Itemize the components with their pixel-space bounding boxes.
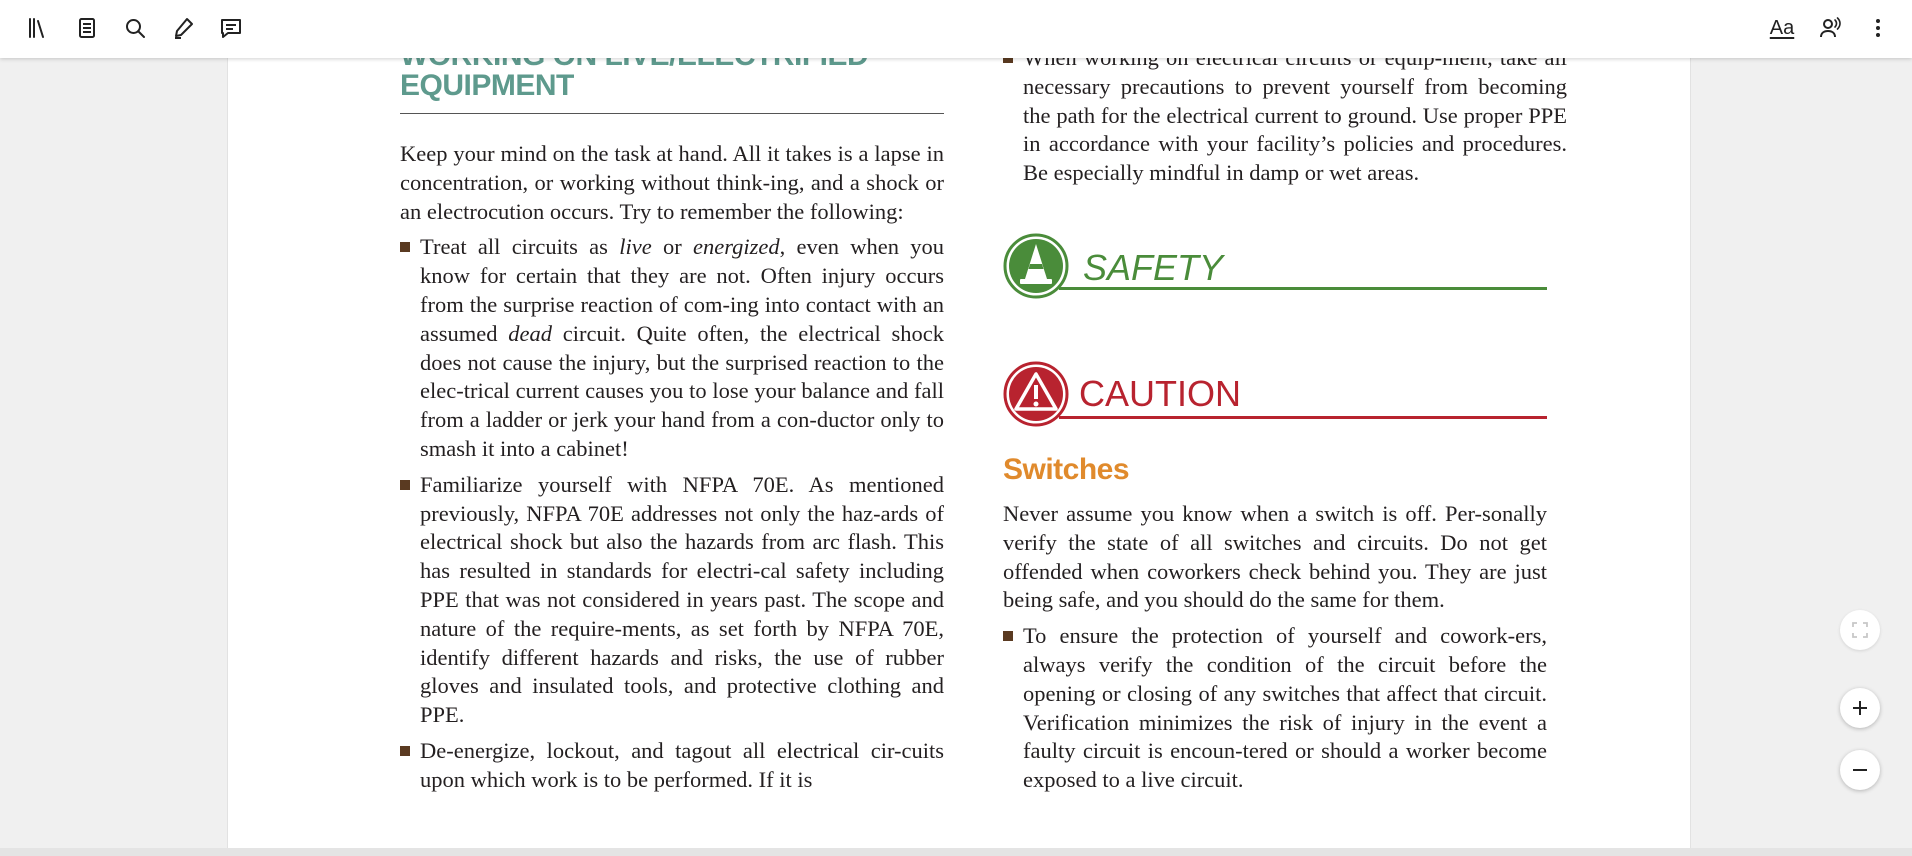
text-run: , even when you know for certain that they are not. Often injury occurs from the surprise reaction of com-ing into contact with an assumed (420, 234, 944, 346)
table-of-contents-icon (75, 16, 99, 40)
zoom-out-icon (1850, 760, 1870, 780)
read-aloud-button[interactable] (1812, 10, 1848, 46)
bullet-verify-circuit: To ensure the protection of yourself and cowork-ers, always verify the condition of the circuit before the opening or closing of any switches that affect that circuit. Verification minimizes the risk of injury in the event a faulty circuit is encoun-tered or should a worker become exposed to a live circuit. (1003, 622, 1547, 795)
notes-icon (219, 16, 243, 40)
bullet-electrical-path: necessary precautions to prevent yourself from becoming the path for the electrical current to ground. Use proper PPE in accordance with your facility’s policies and procedures. Be especially mindful in damp or wet areas. (1003, 44, 1567, 188)
search-button[interactable] (117, 10, 153, 46)
bullet-nfpa-70e: Familiarize yourself with NFPA 70E. As mentioned previously, NFPA 70E addresses not only the haz-ards of electrical shock but also the hazards from arc flash. This has resulted in standards for electri-cal safety including PPE that was not considered in years past. The scope and nature of the require-ments, as set forth by NFPA 70E, identify different hazards and risks, the use of rubber gloves and insulated tools, and protective clothing and PPE. (400, 471, 944, 730)
bottom-edge (0, 848, 1912, 856)
text-run: Treat all circuits as (420, 234, 620, 260)
text-run: circuit. Quite often, the electrical shock does not cause the injury, but the surprised reaction to the elec-trical current causes you to lose your balance and fall from a ladder or jerk your hand from a con-ductor only to smash it into a cabinet! (420, 320, 944, 461)
caution-callout (1003, 361, 1547, 425)
font-settings-button[interactable]: Aa (1769, 16, 1795, 39)
read-aloud-icon (1818, 16, 1842, 40)
safety-label: SAFETY (1083, 247, 1224, 288)
more-options-icon (1866, 16, 1890, 40)
caution-label: CAUTION (1079, 373, 1241, 414)
more-options-button[interactable] (1860, 10, 1896, 46)
heading-rule (400, 113, 944, 114)
book-page (227, 58, 1691, 848)
intro-paragraph: Keep your mind on the task at hand. All it takes is a lapse in concentration, or working without think-ing, and a shock or an electrocution occurs. Try to remember the following: (400, 141, 944, 224)
italic-run: live (619, 234, 652, 260)
reader-toolbar (0, 0, 1912, 58)
fullscreen-icon (1850, 620, 1870, 640)
fullscreen-button[interactable] (1840, 610, 1880, 650)
bullet-treat-circuits-live (400, 233, 944, 463)
italic-run: dead (508, 320, 553, 346)
text-run: or (651, 234, 693, 260)
safety-callout (1003, 233, 1547, 297)
notes-button[interactable] (213, 10, 249, 46)
highlighter-icon (171, 16, 195, 40)
search-icon (123, 16, 147, 40)
table-of-contents-button[interactable] (69, 10, 105, 46)
switches-paragraph: Never assume you know when a switch is off. Per-sonally verify the state of all switches and circuits. Do not get offended when coworkers check behind you. They are just being safe, and you should do the same for them. (1003, 501, 1547, 613)
library-icon (26, 16, 50, 40)
library-button[interactable] (20, 10, 56, 46)
zoom-out-button[interactable] (1840, 750, 1880, 790)
zoom-in-button[interactable] (1840, 688, 1880, 728)
switches-heading: Switches (1003, 453, 1130, 486)
caution-rule (1059, 416, 1547, 419)
italic-run: energized (692, 234, 780, 260)
bullet-de-energize: De-energize, lockout, and tagout all electrical cir-cuits upon which work is to be performed. If it is (400, 737, 944, 795)
section-heading: EQUIPMENT (400, 69, 574, 102)
highlighter-button[interactable] (165, 10, 201, 46)
zoom-in-icon (1850, 698, 1870, 718)
